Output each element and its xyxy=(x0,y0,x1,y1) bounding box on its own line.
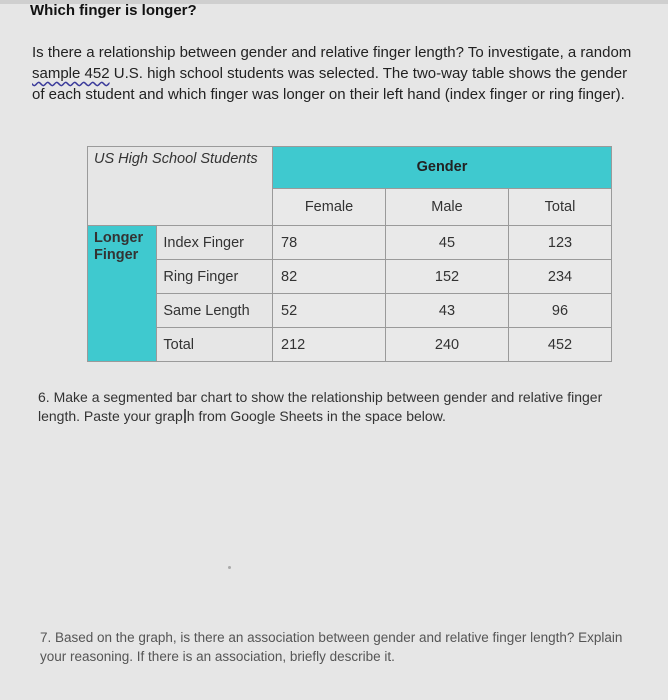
question-6-text-2: h from Google Sheets in the space below. xyxy=(186,408,446,424)
spellcheck-phrase[interactable]: sample 452 xyxy=(32,65,110,82)
cell-female: 82 xyxy=(273,260,386,294)
row-label: Index Finger xyxy=(157,226,273,260)
cell-male: 43 xyxy=(386,294,509,328)
cell-total: 123 xyxy=(509,226,612,260)
table-row xyxy=(88,226,612,260)
cell-female: 212 xyxy=(273,328,386,362)
text-cursor xyxy=(184,409,186,423)
row-group-label: Longer Finger xyxy=(88,226,157,362)
cell-total: 234 xyxy=(509,260,612,294)
table-row xyxy=(88,260,612,294)
cell-male: 240 xyxy=(386,328,509,362)
question-6-text-1: 6. Make a segmented bar chart to show the relationship between gender and relative finger length. Paste your grap xyxy=(38,389,603,424)
table-row xyxy=(88,328,612,362)
cell-male: 152 xyxy=(386,260,509,294)
gender-header: Gender xyxy=(273,147,612,189)
row-label: Total xyxy=(157,328,273,362)
two-way-table xyxy=(87,146,612,362)
intro-text-1: Is there a relationship between gender and relative finger length? To investigate, a random xyxy=(32,44,632,61)
col-header-total: Total xyxy=(509,188,612,225)
page-title: Which finger is longer? xyxy=(30,2,197,19)
row-label: Ring Finger xyxy=(157,260,273,294)
row-label: Same Length xyxy=(157,294,273,328)
cell-total: 452 xyxy=(509,328,612,362)
cell-female: 52 xyxy=(273,294,386,328)
cell-total: 96 xyxy=(509,294,612,328)
col-header-female: Female xyxy=(273,188,386,225)
table-row xyxy=(88,294,612,328)
intro-text-2: U.S. high school students was selected. The two-way table shows the gender of each student and which finger was longer on their left hand (index finger or ring finger). xyxy=(32,65,628,103)
question-6[interactable] xyxy=(38,388,638,426)
table-corner-label: US High School Students xyxy=(88,147,273,226)
col-header-male: Male xyxy=(386,188,509,225)
cell-female: 78 xyxy=(273,226,386,260)
question-7[interactable]: 7. Based on the graph, is there an association between gender and relative finger length? Explain your reasoning. If there is an association, briefly describe it. xyxy=(40,630,623,664)
stray-mark xyxy=(228,566,231,569)
cell-male: 45 xyxy=(386,226,509,260)
intro-paragraph xyxy=(32,42,642,105)
